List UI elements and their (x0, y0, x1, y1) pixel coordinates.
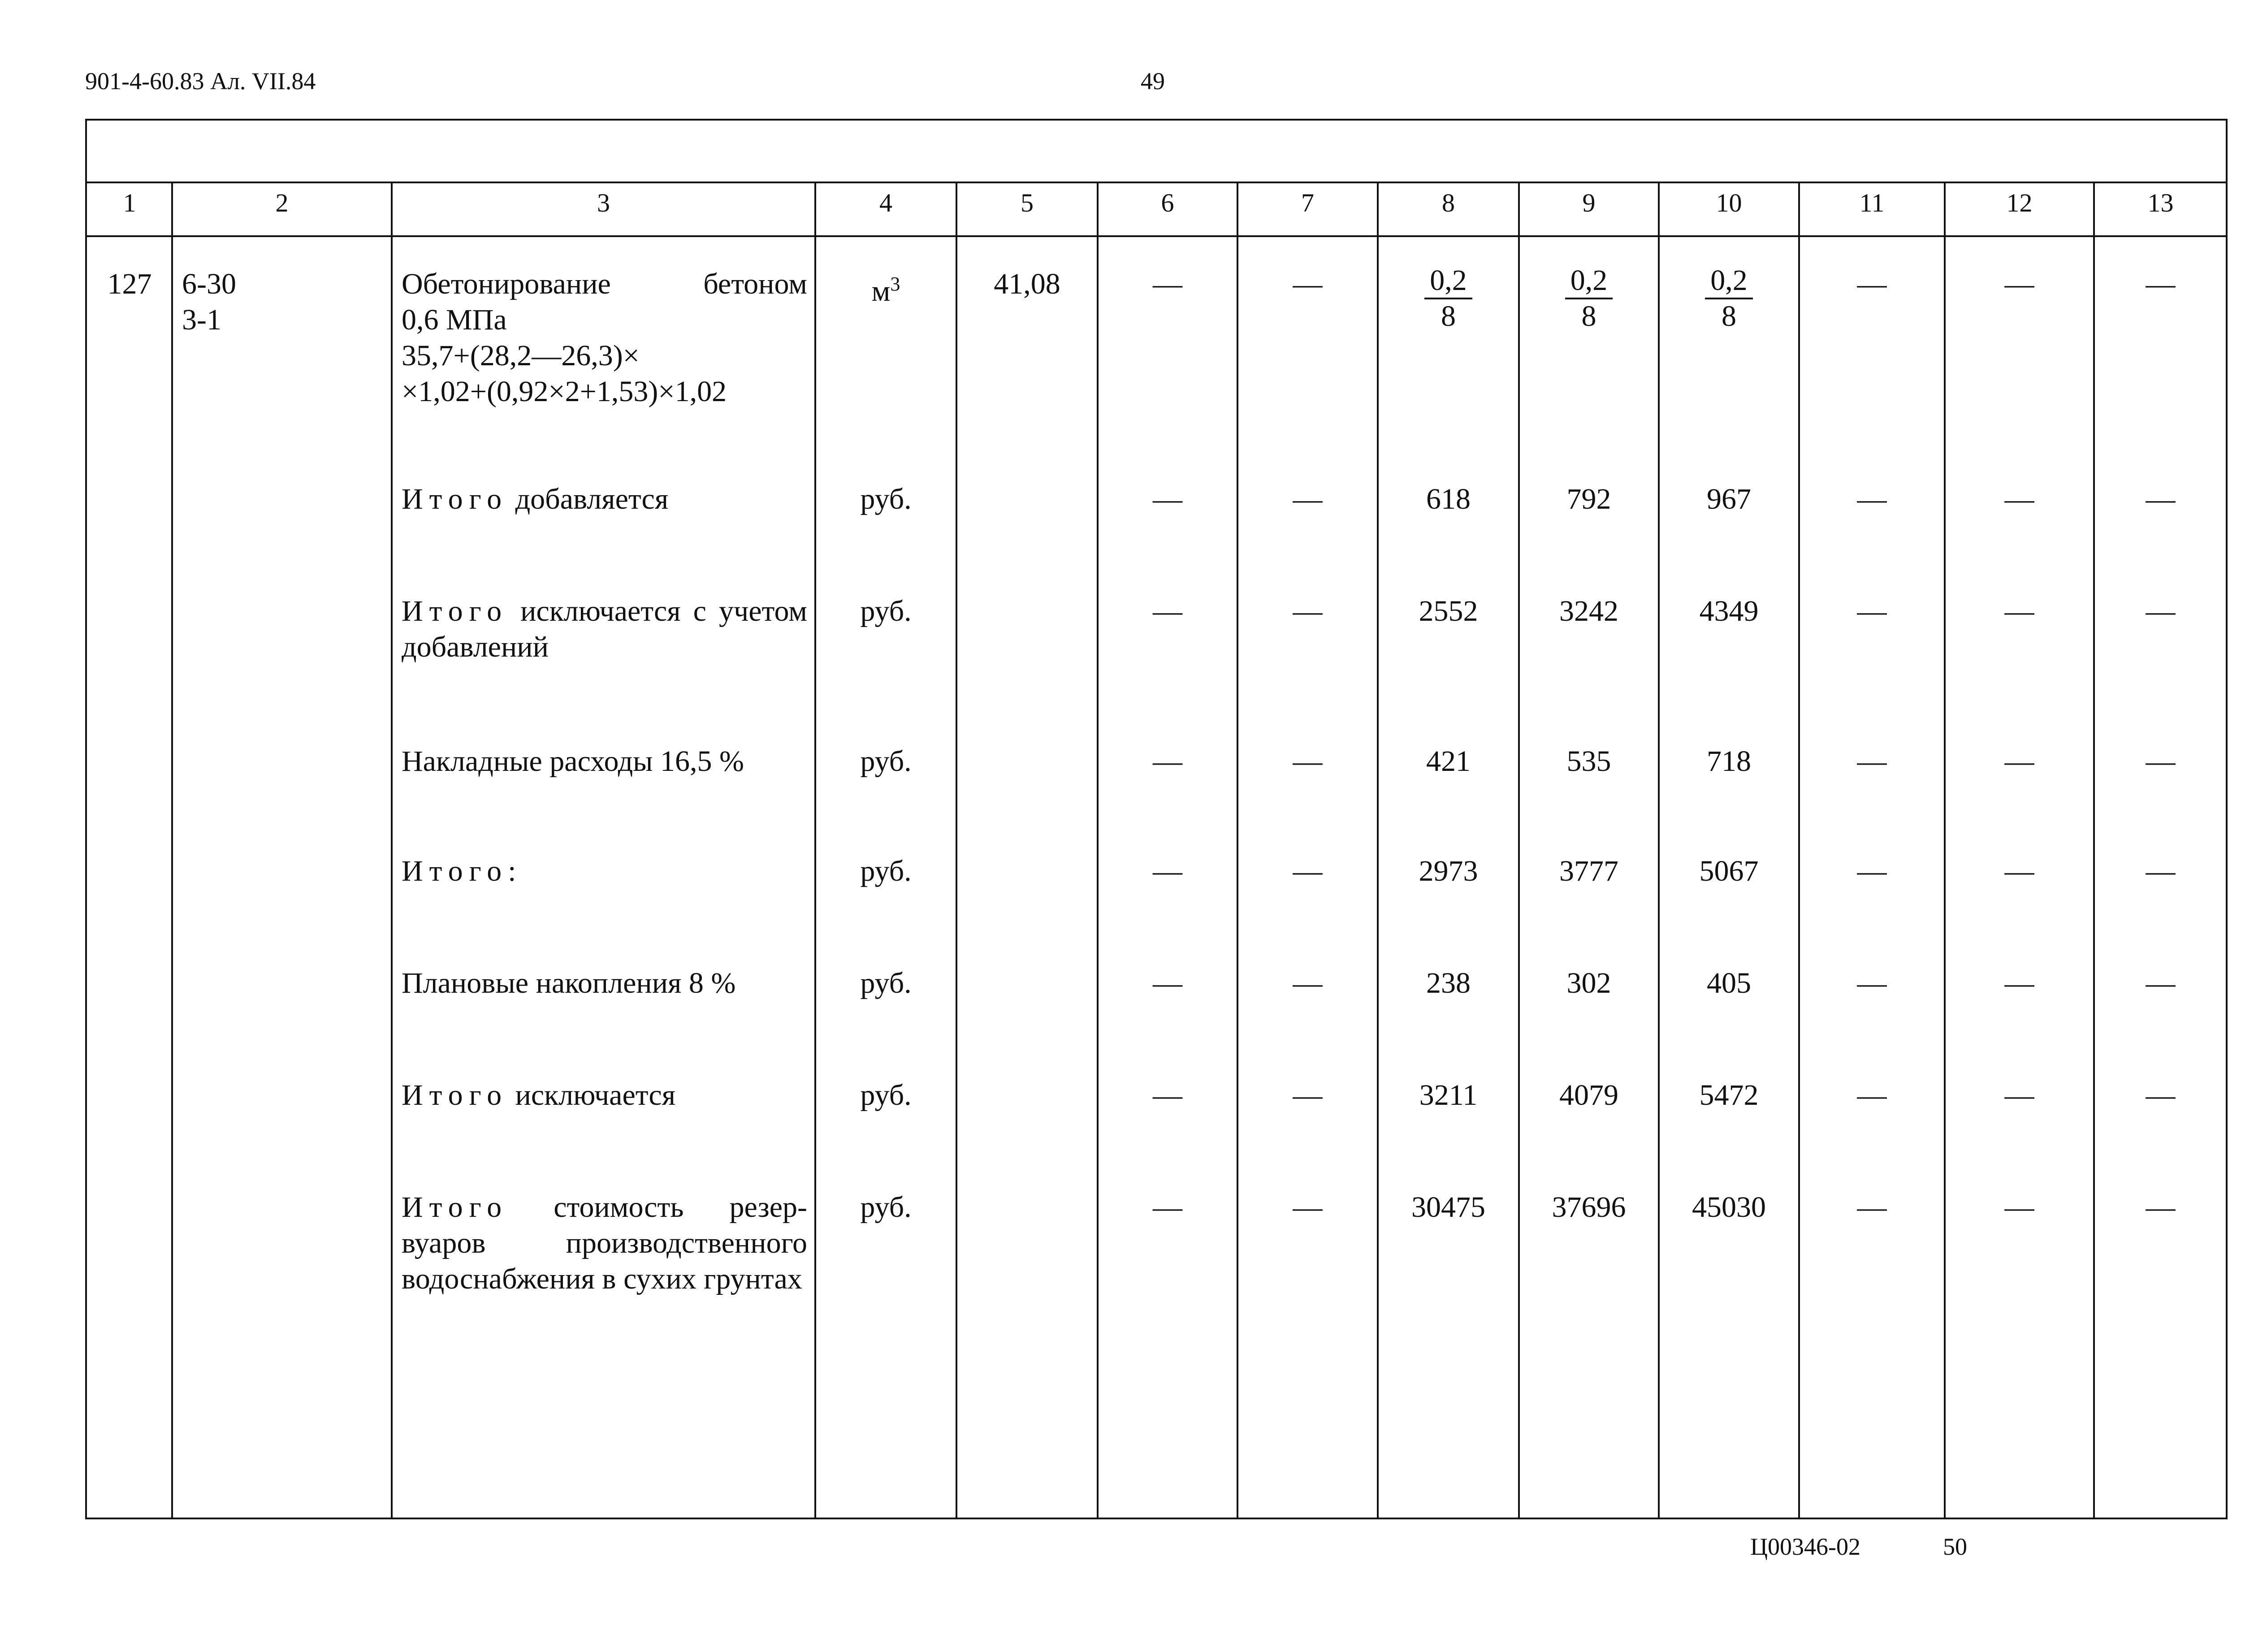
footer-code: Ц00346-02 (1750, 1533, 1860, 1560)
col12-value: — (2004, 967, 2034, 999)
col8-value: 30475 (1411, 1191, 1485, 1224)
summary-label-text: исключается с учетом добавлений (402, 595, 807, 663)
col13-value: — (2146, 1191, 2176, 1224)
col9-value: 3242 (1559, 595, 1618, 627)
col7-value: — (1293, 967, 1323, 999)
col8-value: 3211 (1419, 1079, 1478, 1111)
col12-value: — (2004, 745, 2034, 778)
unit-cell: руб. (860, 745, 912, 778)
summary-label (402, 593, 807, 665)
unit-cell: руб. (860, 1079, 912, 1111)
rate-code (182, 266, 388, 338)
fraction-numerator: 0,2 (1705, 264, 1753, 299)
column-number-10: 10 (1716, 188, 1742, 217)
col13-value: — (2146, 967, 2176, 999)
column-divider (391, 182, 393, 1518)
col12-value: — (2004, 595, 2034, 627)
col8-value: 238 (1426, 967, 1471, 999)
col12-value: — (2004, 483, 2034, 515)
fraction-denominator: 8 (1441, 300, 1456, 333)
col10-value: 5472 (1699, 1079, 1759, 1111)
column-number-12: 12 (2006, 188, 2033, 217)
col10-value: 967 (1707, 483, 1751, 515)
col11-value: — (1857, 268, 1887, 300)
column-divider (1658, 182, 1660, 1518)
column-number-8: 8 (1442, 188, 1455, 217)
item-name-line: Обетонирование бетоном (402, 268, 807, 300)
col12-value: — (2004, 855, 2034, 887)
col8-fraction (1378, 264, 1519, 334)
row-index: 127 (107, 268, 152, 300)
col8-value: 2552 (1419, 595, 1478, 627)
col9-value: 3777 (1559, 855, 1618, 887)
document-code: 901-4-60.83 Ал. VII.84 (85, 68, 316, 95)
column-number-1: 1 (123, 188, 136, 217)
summary-label-text: добавляется (508, 483, 669, 515)
fraction (1424, 264, 1472, 333)
col10-value: 5067 (1699, 855, 1759, 887)
col8-value: 421 (1426, 745, 1471, 778)
column-divider (171, 182, 173, 1518)
col13-value: — (2146, 1079, 2176, 1111)
col13-value: — (2146, 855, 2176, 887)
quantity-cell: 41,08 (994, 268, 1060, 300)
summary-label (402, 481, 807, 517)
col6-value: — (1153, 967, 1182, 999)
col11-value: — (1857, 967, 1887, 999)
fraction-numerator: 0,2 (1424, 264, 1472, 299)
fraction-denominator: 8 (1581, 300, 1596, 333)
unit-superscript: 3 (890, 273, 900, 295)
fraction (1565, 264, 1613, 333)
col13-value: — (2146, 745, 2176, 778)
unit-cell (815, 266, 956, 309)
col6-value: — (1153, 1191, 1182, 1224)
col11-value: — (1857, 595, 1887, 627)
rate-code-line: 6-30 (182, 268, 236, 300)
summary-label (402, 1189, 807, 1297)
col6-value: — (1153, 595, 1182, 627)
summary-label (402, 1077, 807, 1113)
col11-value: — (1857, 483, 1887, 515)
col6-value: — (1153, 745, 1182, 778)
column-divider (1097, 182, 1099, 1518)
col9-value: 4079 (1559, 1079, 1618, 1111)
col9-value: 535 (1566, 745, 1611, 778)
col6-value: — (1153, 268, 1182, 300)
summary-label (402, 744, 807, 779)
item-name-line: 35,7+(28,2—26,3)× (402, 339, 640, 372)
summary-label-text: исключается (508, 1079, 676, 1111)
col10-value: 718 (1707, 745, 1751, 778)
item-name (402, 266, 807, 410)
col10-value: 405 (1707, 967, 1751, 999)
column-divider (2093, 182, 2095, 1518)
unit-cell: руб. (860, 483, 912, 515)
col8-value: 2973 (1419, 855, 1478, 887)
fraction-numerator: 0,2 (1565, 264, 1613, 299)
col13-value: — (2146, 483, 2176, 515)
table-title-band (87, 121, 2226, 183)
col7-value: — (1293, 1191, 1323, 1224)
summary-label-emphasis: Итого (402, 855, 508, 887)
column-number-3: 3 (597, 188, 610, 217)
col9-value: 792 (1566, 483, 1611, 515)
unit-base: м (871, 275, 891, 307)
column-number-2: 2 (275, 188, 289, 217)
footer-number: 50 (1943, 1533, 1967, 1560)
column-number-9: 9 (1582, 188, 1596, 217)
col12-value: — (2004, 1079, 2034, 1111)
column-divider (1237, 182, 1238, 1518)
column-number-11: 11 (1859, 188, 1885, 217)
summary-label (402, 965, 807, 1001)
item-name-line: ×1,02+(0,92×2+1,53)×1,02 (402, 375, 727, 408)
summary-label-emphasis: Итого (402, 483, 508, 515)
col6-value: — (1153, 1079, 1182, 1111)
column-number-6: 6 (1161, 188, 1174, 217)
col12-value: — (2004, 1191, 2034, 1224)
col8-value: 618 (1426, 483, 1471, 515)
fraction-denominator: 8 (1722, 300, 1736, 333)
header-divider (87, 235, 2226, 237)
col11-value: — (1857, 855, 1887, 887)
page-number: 49 (1141, 68, 1165, 95)
summary-label-emphasis: Итого (402, 1191, 508, 1224)
column-number-13: 13 (2147, 188, 2174, 217)
rate-code-line: 3-1 (182, 303, 221, 336)
col9-value: 302 (1566, 967, 1611, 999)
estimate-table (85, 119, 2228, 1519)
unit-cell: руб. (860, 855, 912, 887)
col10-value: 4349 (1699, 595, 1759, 627)
col12-value: — (2004, 268, 2034, 300)
col7-value: — (1293, 745, 1323, 778)
col9-value: 37696 (1552, 1191, 1626, 1224)
summary-label-text: Накладные расходы 16,5 % (402, 745, 744, 778)
column-number-5: 5 (1021, 188, 1034, 217)
fraction (1705, 264, 1753, 333)
summary-label-text: стоимость резер-вуаров производственного водоснабжения в сухих грунтах (402, 1191, 807, 1295)
col11-value: — (1857, 1079, 1887, 1111)
summary-label-emphasis: Итого (402, 595, 508, 627)
col10-fraction (1659, 264, 1799, 334)
col6-value: — (1153, 483, 1182, 515)
unit-cell: руб. (860, 967, 912, 999)
col11-value: — (1857, 745, 1887, 778)
col11-value: — (1857, 1191, 1887, 1224)
column-divider (1518, 182, 1520, 1518)
column-divider (956, 182, 957, 1518)
column-divider (1377, 182, 1379, 1518)
column-number-7: 7 (1301, 188, 1314, 217)
col13-value: — (2146, 595, 2176, 627)
col6-value: — (1153, 855, 1182, 887)
col7-value: — (1293, 1079, 1323, 1111)
column-divider (814, 182, 816, 1518)
col7-value: — (1293, 268, 1323, 300)
col7-value: — (1293, 595, 1323, 627)
col7-value: — (1293, 855, 1323, 887)
unit-cell: руб. (860, 1191, 912, 1224)
summary-label-text: : (508, 855, 516, 887)
col10-value: 45030 (1692, 1191, 1766, 1224)
unit-cell: руб. (860, 595, 912, 627)
column-divider (1798, 182, 1800, 1518)
column-divider (1944, 182, 1946, 1518)
col9-fraction (1519, 264, 1659, 334)
summary-label (402, 853, 807, 889)
summary-label-text: Плановые накопления 8 % (402, 967, 736, 999)
col13-value: — (2146, 268, 2176, 300)
column-number-4: 4 (879, 188, 892, 217)
item-name-line: 0,6 МПа (402, 303, 507, 336)
col7-value: — (1293, 483, 1323, 515)
summary-label-emphasis: Итого (402, 1079, 508, 1111)
